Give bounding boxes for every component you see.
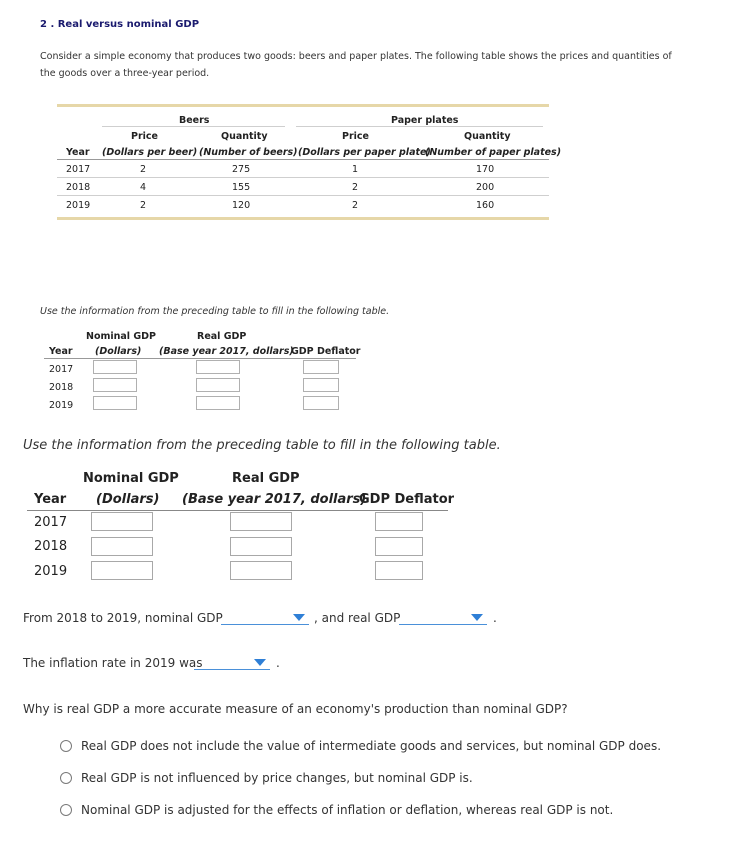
- radio-button[interactable]: [60, 804, 72, 816]
- col-plate-price-unit: (Dollars per paper plate): [298, 147, 431, 158]
- sentence-period: .: [276, 656, 280, 670]
- col-plate-quantity-unit: (Number of paper plates): [425, 147, 562, 158]
- row-divider: [57, 177, 549, 178]
- real-gdp-input-2018[interactable]: [196, 378, 240, 392]
- inflation-rate-dropdown[interactable]: [194, 656, 270, 670]
- table-cell-beer-price: 2: [140, 164, 147, 175]
- row-year: 2017: [34, 515, 68, 530]
- row-year: 2018: [34, 539, 68, 554]
- col-year: Year: [66, 147, 90, 158]
- col-nominal-gdp: Nominal GDP: [86, 331, 157, 342]
- table-cell-year: 2019: [66, 200, 91, 211]
- question-title: 2 . Real versus nominal GDP: [40, 19, 200, 30]
- nominal-gdp-input-2019[interactable]: [91, 561, 153, 580]
- gdp-deflator-input-2018[interactable]: [303, 378, 339, 392]
- table-cell-year: 2017: [66, 164, 91, 175]
- col-gdp-deflator: GDP Deflator: [291, 346, 361, 357]
- col-plate-price: Price: [342, 131, 369, 142]
- radio-button[interactable]: [60, 772, 72, 784]
- nominal-gdp-input-2017[interactable]: [91, 512, 153, 531]
- gdp-deflator-input-2019[interactable]: [375, 561, 423, 580]
- col-plate-quantity: Quantity: [464, 131, 511, 142]
- col-nominal-unit: (Dollars): [96, 492, 160, 507]
- header-underline: [44, 358, 356, 359]
- table-cell-beer-quantity: 155: [232, 182, 251, 193]
- table-cell-plate-price: 2: [352, 182, 359, 193]
- col-beer-price-unit: (Dollars per beer): [102, 147, 198, 158]
- real-gdp-sentence: , and real GDP: [314, 611, 401, 625]
- table-cell-beer-quantity: 120: [232, 200, 251, 211]
- table-cell-beer-quantity: 275: [232, 164, 251, 175]
- nominal-gdp-change-dropdown[interactable]: [221, 611, 309, 625]
- inflation-rate-sentence: The inflation rate in 2019 was: [23, 656, 203, 670]
- col-real-unit: (Base year 2017, dollars): [159, 346, 294, 357]
- real-gdp-input-2019[interactable]: [196, 396, 240, 410]
- table-cell-plate-price: 2: [352, 200, 359, 211]
- group-header-beers: Beers: [179, 115, 210, 126]
- col-real-gdp: Real GDP: [232, 471, 300, 486]
- row-year: 2019: [49, 400, 74, 411]
- nominal-gdp-input-2018[interactable]: [93, 378, 137, 392]
- col-year: Year: [49, 346, 73, 357]
- gdp-deflator-input-2018[interactable]: [375, 537, 423, 556]
- chevron-down-icon: [471, 614, 483, 621]
- radio-button[interactable]: [60, 740, 72, 752]
- mcq-option-2[interactable]: [58, 770, 658, 788]
- col-beer-quantity-unit: (Number of beers): [199, 147, 298, 158]
- chevron-down-icon: [254, 659, 266, 666]
- row-year: 2019: [34, 564, 68, 579]
- mcq-option-3[interactable]: [58, 802, 658, 820]
- nominal-gdp-input-2019[interactable]: [93, 396, 137, 410]
- header-underline: [57, 159, 549, 160]
- col-year: Year: [34, 492, 67, 507]
- chevron-down-icon: [293, 614, 305, 621]
- option-label: Real GDP is not influenced by price changes, but nominal GDP is.: [81, 771, 473, 785]
- table-cell-plate-price: 1: [352, 164, 359, 175]
- col-real-gdp: Real GDP: [197, 331, 247, 342]
- mcq-option-1[interactable]: [58, 738, 662, 756]
- instruction-small: Use the information from the preceding table to fill in the following table.: [40, 306, 390, 317]
- table-cell-beer-price: 2: [140, 200, 147, 211]
- table-cell-plate-quantity: 200: [476, 182, 495, 193]
- nominal-gdp-input-2018[interactable]: [91, 537, 153, 556]
- real-gdp-input-2017[interactable]: [196, 360, 240, 374]
- table-bottom-rule: [57, 217, 549, 220]
- col-real-unit: (Base year 2017, dollars): [182, 492, 367, 507]
- sentence-period: .: [493, 611, 497, 625]
- col-beer-price: Price: [131, 131, 158, 142]
- option-label: Nominal GDP is adjusted for the effects of inflation or deflation, whereas real GDP is not.: [81, 803, 614, 817]
- plates-group-underline: [296, 126, 543, 127]
- mcq-prompt: Why is real GDP a more accurate measure of an economy's production than nominal GDP?: [23, 702, 568, 716]
- question-intro: Consider a simple economy that produces two goods: beers and paper plates. The following table shows the prices and quantities of the goods over a three-year period.: [40, 51, 672, 79]
- option-label: Real GDP does not include the value of intermediate goods and services, but nominal GDP does.: [81, 739, 662, 753]
- table-cell-year: 2018: [66, 182, 91, 193]
- col-beer-quantity: Quantity: [221, 131, 268, 142]
- table-cell-plate-quantity: 160: [476, 200, 495, 211]
- group-header-paper-plates: Paper plates: [391, 115, 459, 126]
- gdp-deflator-input-2017[interactable]: [303, 360, 339, 374]
- beers-group-underline: [102, 126, 285, 127]
- real-gdp-input-2017[interactable]: [230, 512, 292, 531]
- header-underline: [27, 510, 448, 511]
- col-gdp-deflator: GDP Deflator: [359, 492, 455, 507]
- col-nominal-unit: (Dollars): [95, 346, 142, 357]
- table-top-rule: [57, 104, 549, 107]
- gdp-deflator-input-2017[interactable]: [375, 512, 423, 531]
- row-divider: [57, 195, 549, 196]
- instruction-large: Use the information from the preceding table to fill in the following table.: [23, 438, 501, 453]
- nominal-gdp-input-2017[interactable]: [93, 360, 137, 374]
- real-gdp-change-dropdown[interactable]: [399, 611, 487, 625]
- table-cell-beer-price: 4: [140, 182, 147, 193]
- real-gdp-input-2018[interactable]: [230, 537, 292, 556]
- col-nominal-gdp: Nominal GDP: [83, 471, 179, 486]
- row-year: 2018: [49, 382, 74, 393]
- table-cell-plate-quantity: 170: [476, 164, 495, 175]
- row-year: 2017: [49, 364, 74, 375]
- real-gdp-input-2019[interactable]: [230, 561, 292, 580]
- gdp-deflator-input-2019[interactable]: [303, 396, 339, 410]
- nominal-gdp-sentence: From 2018 to 2019, nominal GDP: [23, 611, 223, 625]
